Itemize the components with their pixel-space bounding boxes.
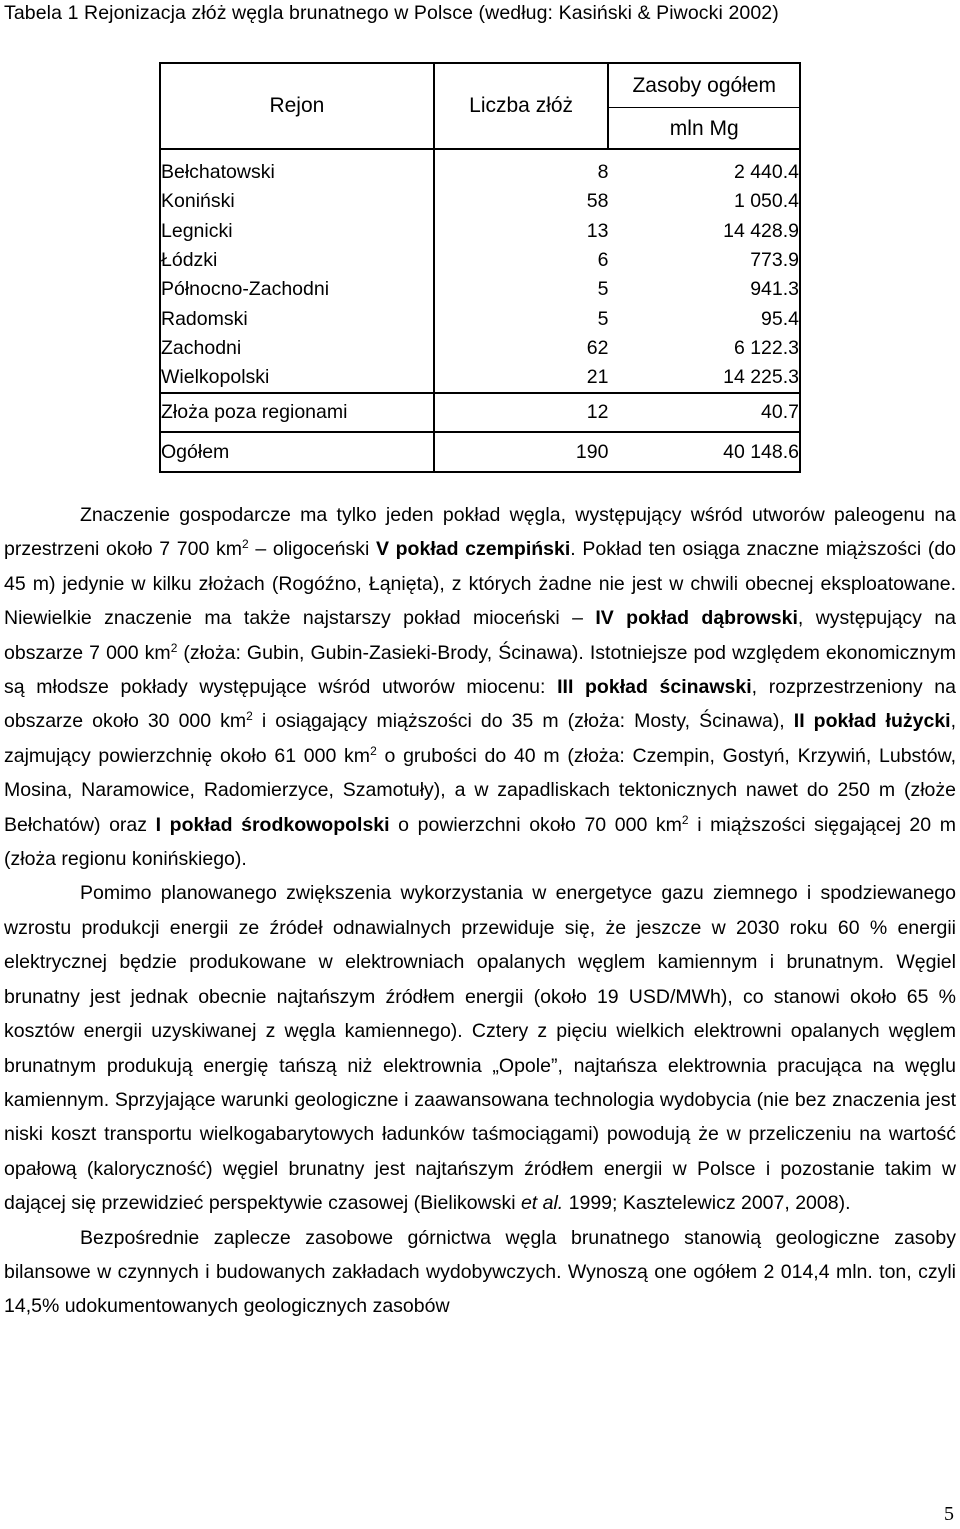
text-run: o grubości do 40 m (złoża: Czempin, Gostyń, Krzywiń, Lubstów, Mosina, Naramowice, Radomierzyce, Szamotuły), a w zapadliskach tektonicznych nawet do 250 m (złoże Bełchatów) oraz [4, 744, 956, 836]
text-run: , występujący na obszarze 7 000 km [4, 607, 957, 664]
row-reserves: 773.9 [608, 246, 800, 275]
table-row [160, 363, 800, 393]
row-reserves: 95.4 [608, 304, 800, 333]
table-row [160, 217, 800, 246]
row-reserves: 40 148.6 [608, 432, 800, 472]
row-reserves: 14 428.9 [608, 217, 800, 246]
row-reserves: 941.3 [608, 275, 800, 304]
superscript: 2 [246, 709, 253, 724]
row-reserves: 6 122.3 [608, 334, 800, 363]
superscript: 2 [170, 640, 178, 655]
italic-term: et al. [520, 1192, 564, 1215]
text-run: 1999; Kasztelewicz 2007, 2008). [563, 1192, 851, 1215]
row-count: 190 [434, 432, 609, 472]
table-row [160, 275, 800, 304]
text-run: Pomimo planowanego zwiększenia wykorzystania w energetyce gazu ziemnego i spodziewanego wzrostu produkcji energii ze źródeł odnawialnych przewiduje się, że jeszcze w 2030 roku 60 % energii elektrycznej będzie produkowane w elektrowniach opalanych węglem kamiennym i brunatnym. Węgiel brunatny jest jednak obecnie najtańszym źródłem energii (około 19 USD/MWh), co stanowi około 65 % kosztów energii uzyskiwanej z węgla kamiennego). Cztery z pięciu wielkich elektrowni opalanych węglem brunatnym produkują energię tańszą niż elektrownia „Opole”, najtańsza elektrownia pracująca na węglu kamiennym. Sprzyjające warunki geologiczne i zaawansowana technologia wydobycia (nie bez znaczenia jest niski koszt transportu wielkogabarytowych ładunków taśmociągami) powodują że w przeliczeniu na wartość opałową (kaloryczność) węgiel brunatny jest najtańszym źródłem energii w Polsce i pozostanie takim w dającej się przewidzieć perspektywie czasowej (Bielikowski [4, 882, 956, 1215]
row-name: Radomski [160, 304, 434, 333]
row-name: Legnicki [160, 217, 434, 246]
row-name: Bełchatowski [160, 149, 434, 187]
table-row-total [160, 432, 800, 472]
bold-term: III pokład ścinawski [557, 676, 752, 699]
text-run: i osiągający miąższości do 35 m (złoża: Mosty, Ścinawa), [252, 710, 794, 733]
row-name: Zachodni [160, 334, 434, 363]
row-name: Złoża poza regionami [160, 393, 434, 432]
superscript: 2 [681, 812, 689, 827]
row-count: 12 [434, 393, 609, 432]
bold-term: IV pokład dąbrowski [595, 607, 798, 630]
superscript: 2 [370, 743, 377, 758]
text-run: , zajmujący powierzchnię około 61 000 km [4, 710, 957, 767]
text-run: , rozprzestrzeniony na obszarze około 30 000 km [4, 676, 956, 733]
bold-term: I pokład środkowopolski [155, 813, 390, 836]
table-caption: Tabela 1 Rejonizacja złóż węgla brunatnego w Polsce (według: Kasiński & Piwocki 2002) [4, 2, 779, 24]
row-name: Wielkopolski [160, 363, 434, 393]
table-row [160, 334, 800, 363]
header-reserves-unit: mln Mg [669, 116, 739, 140]
row-count: 5 [597, 307, 609, 330]
row-count: 8 [597, 161, 609, 184]
row-count: 5 [597, 278, 609, 301]
text-run: – oligoceński [248, 538, 376, 561]
row-reserves: 40.7 [608, 393, 800, 432]
regions-table [159, 62, 801, 473]
header-reserves [608, 63, 800, 149]
text-run: i miąższości sięgającej 20 m (złoża regionu konińskiego). [4, 813, 956, 871]
row-reserves: 1 050.4 [608, 187, 800, 216]
header-region: Rejon [160, 63, 434, 149]
row-count: 58 [586, 190, 609, 213]
row-count: 62 [586, 336, 609, 359]
table-row [160, 246, 800, 275]
row-name: Łódzki [160, 246, 434, 275]
text-run: o powierzchni około 70 000 km [389, 813, 682, 836]
text-run: Bezpośrednie zaplecze zasobowe górnictwa węgla brunatnego stanowią geologiczne zasoby bilansowe w czynnych i budowanych zakładach wydobywczych. Wynoszą one ogółem 2 014,4 mln. ton, czyli 14,5% udokumentowanych geologicznych zasobów [4, 1226, 956, 1318]
table-row-outside [160, 393, 800, 432]
paragraph-1 [4, 498, 956, 1324]
page-number: 5 [944, 1503, 954, 1525]
row-name: Ogółem [160, 432, 434, 472]
row-name: Koniński [160, 187, 434, 216]
row-count: 21 [586, 366, 609, 389]
text-run: Znaczenie gospodarcze ma tylko jeden pokład węgla, występujący wśród utworów paleogenu na przestrzeni około 7 700 km [4, 504, 956, 561]
superscript: 2 [242, 537, 249, 552]
text-run: (złoża: Gubin, Gubin-Zasieki-Brody, Ścinawa). Istotniejsze pod względem ekonomicznym są młodsze pokłady występujące wśród utworów miocenu: [4, 641, 956, 699]
header-reserves-label: Zasoby ogółem [609, 65, 799, 108]
text-run: . Pokład ten osiąga znaczne miąższości (do 45 m) jedynie w kilku złożach (Rogóźno, Łąnięta), z których żadne nie jest w chwili obecnej eksploatowane. Niewielkie znaczenie ma także najstarszy pokład mioceński – [4, 538, 957, 630]
table-row [160, 304, 800, 333]
row-count: 13 [586, 219, 609, 242]
bold-term: V pokład czempiński [375, 538, 571, 561]
row-count: 6 [597, 249, 609, 272]
header-count: Liczba złóż [434, 63, 609, 149]
bold-term: II pokład łużycki [793, 710, 951, 733]
row-reserves: 2 440.4 [608, 149, 800, 187]
row-reserves: 14 225.3 [608, 363, 800, 393]
table-row [160, 149, 800, 187]
row-name: Północno-Zachodni [160, 275, 434, 304]
table-row [160, 187, 800, 216]
